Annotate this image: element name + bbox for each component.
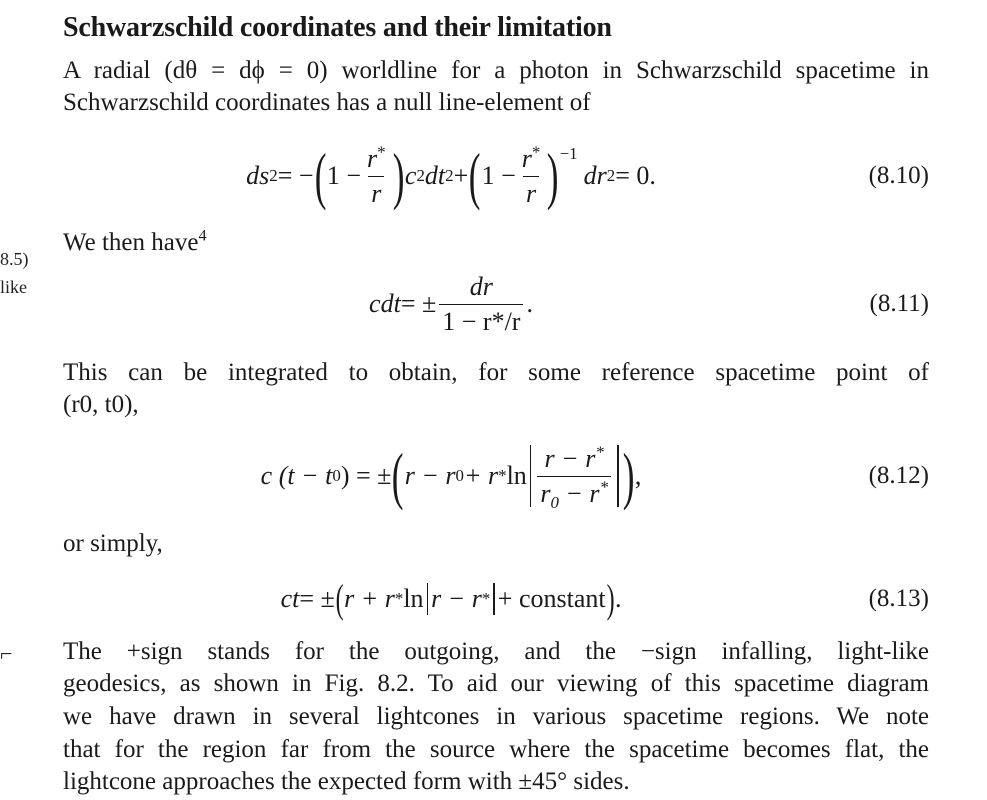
equation-8-13 [63, 576, 929, 622]
footnote-marker: 4 [198, 226, 207, 245]
fraction-rstar-over-r: $\frac{r^*}{r}$ [367, 141, 386, 208]
integrate-line-2: (r0, t0), [63, 391, 139, 418]
equation-number-8-12: (8.12) [868, 462, 929, 489]
equation-8-10 [63, 128, 929, 224]
closing-line-3: we have drawn in several lightcones in various spacetime regions. We note [63, 703, 929, 730]
or-simply-text: or simply, [63, 530, 163, 557]
margin-note-text: like [0, 277, 27, 297]
fraction-dr-over-denominator: $\frac{dr}{1 - r*/r}$ [439, 272, 523, 337]
margin-note-ref: 8.5) [0, 249, 29, 269]
equation-8-11 [63, 262, 929, 346]
margin-mark: ⌐ [0, 641, 13, 666]
fraction-log-argument: $\frac{r - r^*}{r_0 - r^*}$ [537, 444, 611, 509]
section-heading: Schwarzschild coordinates and their limitation [63, 12, 612, 43]
intro-line-2: Schwarzschild coordinates has a null line-element of [63, 89, 591, 116]
closing-line-1: The +sign stands for the outgoing, and the −sign infalling, light-like [63, 638, 929, 665]
closing-line-4: that for the region far from the source where the spacetime becomes flat, the [63, 736, 929, 763]
equation-number-8-10: (8.10) [868, 162, 929, 189]
equation-8-10-body: ds 2 = − ( 1 − $\frac{r^*}{r}$ ) c 2 dt 2 + ( 1 − $\frac{r^*}{r}$ ) $^{-1}$ dr 2 = 0. [246, 140, 656, 211]
fraction-rstar-over-r-2: $\frac{r^*}{r}$ [521, 141, 541, 208]
equation-8-11-body: cdt = ± $\frac{dr}{1 - r*/r}$ . [369, 271, 533, 336]
then-have-text: We then have$^4$ [63, 226, 207, 256]
equation-number-8-13: (8.13) [868, 585, 929, 612]
closing-line-5: lightcone approaches the expected form with ±45° sides. [63, 768, 630, 795]
integrate-line-1: This can be integrated to obtain, for some reference spacetime point of [63, 359, 929, 386]
intro-line-1: A radial (dθ = dϕ = 0) worldline for a photon in Schwarzschild spacetime in [63, 57, 929, 84]
equation-number-8-11: (8.11) [869, 290, 929, 317]
equation-8-12-body: c (t − t 0 ) = ± ( r − r 0 + r * ln $\frac{r - r^*}{r_0 - r^*}$ ) , [260, 440, 642, 512]
closing-line-2: geodesics, as shown in Fig. 8.2. To aid our viewing of this spacetime diagram [63, 670, 929, 697]
equation-8-12 [63, 428, 929, 524]
equation-8-13-body: ct = ± ( r + r * ln r − r * + constant ) . [280, 576, 622, 621]
